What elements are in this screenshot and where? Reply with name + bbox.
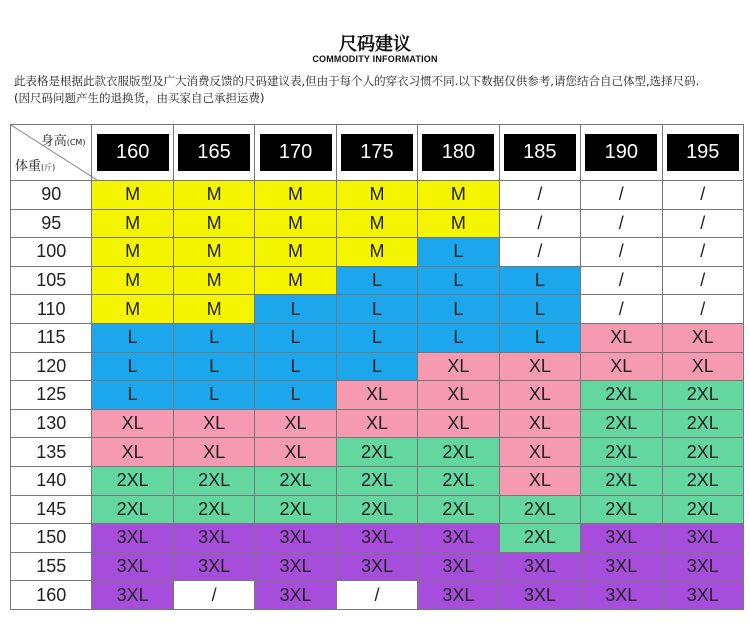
size-cell: /: [581, 266, 662, 295]
size-cell: 3XL: [581, 581, 662, 610]
size-cell: /: [499, 181, 580, 210]
size-cell: M: [336, 238, 417, 267]
size-cell: L: [92, 352, 173, 381]
size-cell: 2XL: [173, 495, 254, 524]
height-value: 165: [178, 134, 250, 171]
size-cell: 3XL: [418, 524, 499, 553]
size-cell: L: [418, 295, 499, 324]
size-cell: L: [92, 323, 173, 352]
corner-cell: [11, 125, 92, 181]
size-cell: 2XL: [336, 466, 417, 495]
table-row: [11, 581, 744, 610]
size-cell: 2XL: [662, 381, 744, 410]
weight-cell: 95: [11, 209, 92, 238]
table-row: [11, 524, 744, 553]
size-cell: L: [255, 381, 336, 410]
size-cell: /: [581, 181, 662, 210]
size-cell: M: [255, 181, 336, 210]
size-cell: 3XL: [662, 524, 744, 553]
height-axis-label: [41, 130, 86, 149]
size-cell: XL: [662, 352, 744, 381]
height-header-cell: [418, 125, 499, 181]
weight-cell: 135: [11, 438, 92, 467]
size-cell: XL: [499, 381, 580, 410]
height-header-cell: [581, 125, 662, 181]
size-cell: 3XL: [336, 552, 417, 581]
size-cell: L: [255, 323, 336, 352]
weight-label: 体重: [15, 159, 42, 174]
height-header-cell: [662, 125, 744, 181]
size-cell: 3XL: [581, 552, 662, 581]
size-cell: L: [173, 323, 254, 352]
size-cell: XL: [418, 352, 499, 381]
size-cell: M: [173, 238, 254, 267]
size-cell: 2XL: [255, 466, 336, 495]
weight-cell: 90: [11, 181, 92, 210]
table-row: [11, 352, 744, 381]
size-cell: /: [499, 209, 580, 238]
weight-cell: 125: [11, 381, 92, 410]
size-cell: M: [173, 209, 254, 238]
size-cell: 2XL: [418, 438, 499, 467]
height-value: 195: [667, 134, 739, 171]
size-cell: M: [92, 266, 173, 295]
size-cell: /: [581, 209, 662, 238]
size-cell: 2XL: [581, 466, 662, 495]
weight-cell: 160: [11, 581, 92, 610]
size-cell: 2XL: [499, 524, 580, 553]
size-cell: XL: [499, 466, 580, 495]
table-row: [11, 323, 744, 352]
weight-axis-label: [15, 155, 55, 174]
weight-cell: 105: [11, 266, 92, 295]
size-cell: XL: [499, 438, 580, 467]
table-row: [11, 295, 744, 324]
weight-cell: 130: [11, 409, 92, 438]
weight-cell: 150: [11, 524, 92, 553]
weight-cell: 110: [11, 295, 92, 324]
size-cell: /: [662, 238, 744, 267]
size-cell: /: [662, 266, 744, 295]
size-cell: 3XL: [173, 524, 254, 553]
weight-cell: 140: [11, 466, 92, 495]
size-cell: /: [662, 181, 744, 210]
size-cell: L: [499, 266, 580, 295]
size-cell: 2XL: [581, 438, 662, 467]
height-value: 180: [422, 134, 494, 171]
size-cell: 2XL: [418, 495, 499, 524]
size-cell: 2XL: [581, 381, 662, 410]
size-cell: 2XL: [418, 466, 499, 495]
size-cell: L: [336, 266, 417, 295]
table-row: [11, 381, 744, 410]
size-cell: 2XL: [662, 466, 744, 495]
size-cell: 2XL: [662, 438, 744, 467]
size-cell: XL: [336, 409, 417, 438]
size-cell: XL: [581, 352, 662, 381]
size-cell: 3XL: [255, 524, 336, 553]
size-cell: 3XL: [662, 581, 744, 610]
size-cell: XL: [499, 352, 580, 381]
size-cell: 2XL: [92, 495, 173, 524]
height-value: 185: [504, 134, 576, 171]
size-cell: 3XL: [418, 581, 499, 610]
size-cell: 2XL: [581, 409, 662, 438]
size-cell: L: [418, 323, 499, 352]
size-cell: L: [418, 238, 499, 267]
size-cell: 3XL: [499, 552, 580, 581]
table-row: [11, 466, 744, 495]
height-header-cell: [255, 125, 336, 181]
size-cell: 2XL: [499, 495, 580, 524]
size-cell: M: [92, 238, 173, 267]
height-unit: (CM): [66, 138, 86, 147]
weight-cell: 155: [11, 552, 92, 581]
weight-unit: (斤): [41, 163, 56, 172]
size-cell: 3XL: [92, 581, 173, 610]
size-cell: M: [173, 295, 254, 324]
size-cell: 3XL: [255, 581, 336, 610]
size-cell: L: [336, 352, 417, 381]
weight-cell: 100: [11, 238, 92, 267]
size-cell: XL: [92, 409, 173, 438]
table-row: [11, 266, 744, 295]
height-value: 170: [260, 134, 332, 171]
size-cell: M: [92, 295, 173, 324]
size-cell: XL: [255, 409, 336, 438]
size-cell: 3XL: [499, 581, 580, 610]
size-cell: 2XL: [336, 438, 417, 467]
size-chart-table: [10, 124, 744, 610]
size-cell: M: [173, 181, 254, 210]
size-cell: M: [92, 181, 173, 210]
height-value: 190: [585, 134, 657, 171]
size-cell: L: [336, 323, 417, 352]
size-cell: 2XL: [662, 495, 744, 524]
size-cell: M: [418, 181, 499, 210]
size-cell: L: [255, 352, 336, 381]
size-cell: L: [418, 266, 499, 295]
size-cell: L: [92, 381, 173, 410]
size-cell: M: [336, 209, 417, 238]
size-cell: XL: [173, 438, 254, 467]
size-cell: 2XL: [255, 495, 336, 524]
size-cell: XL: [499, 409, 580, 438]
size-cell: M: [173, 266, 254, 295]
height-header-cell: [336, 125, 417, 181]
table-row: [11, 552, 744, 581]
size-cell: XL: [418, 381, 499, 410]
size-cell: 3XL: [92, 524, 173, 553]
size-cell: L: [173, 381, 254, 410]
size-cell: XL: [581, 323, 662, 352]
table-row: [11, 438, 744, 467]
weight-cell: 145: [11, 495, 92, 524]
size-cell: L: [173, 352, 254, 381]
size-cell: M: [255, 238, 336, 267]
size-cell: M: [92, 209, 173, 238]
size-cell: /: [336, 581, 417, 610]
size-cell: 3XL: [662, 552, 744, 581]
size-description: 此表格是根据此款衣服版型及广大消费反馈的尺码建议表,但由于每个人的穿衣习惯不同.以下数据仅供参考,请您结合自己体型,选择尺码.(因尺码问题产生的退换货，由买家自己承担运费): [14, 74, 700, 105]
size-cell: XL: [336, 381, 417, 410]
weight-cell: 120: [11, 352, 92, 381]
size-cell: 3XL: [418, 552, 499, 581]
size-cell: M: [255, 266, 336, 295]
size-cell: /: [662, 295, 744, 324]
height-label: 身高: [40, 134, 67, 149]
page-title: 尺码建议: [339, 34, 411, 55]
height-header-row: [11, 125, 744, 181]
size-cell: /: [662, 209, 744, 238]
size-cell: 3XL: [581, 524, 662, 553]
size-cell: 2XL: [662, 409, 744, 438]
size-cell: 2XL: [336, 495, 417, 524]
size-cell: XL: [92, 438, 173, 467]
table-row: [11, 209, 744, 238]
size-cell: 3XL: [92, 552, 173, 581]
weight-cell: 115: [11, 323, 92, 352]
height-header-cell: [499, 125, 580, 181]
size-cell: 3XL: [336, 524, 417, 553]
table-row: [11, 238, 744, 267]
height-header-cell: [173, 125, 254, 181]
size-cell: 3XL: [173, 552, 254, 581]
size-cell: XL: [418, 409, 499, 438]
size-cell: /: [499, 238, 580, 267]
size-cell: 3XL: [255, 552, 336, 581]
table-row: [11, 181, 744, 210]
size-cell: 2XL: [581, 495, 662, 524]
size-cell: 2XL: [173, 466, 254, 495]
size-cell: /: [581, 295, 662, 324]
height-value: 175: [341, 134, 413, 171]
size-cell: M: [255, 209, 336, 238]
table-row: [11, 495, 744, 524]
height-value: 160: [97, 134, 169, 171]
height-header-cell: [92, 125, 173, 181]
size-cell: L: [499, 295, 580, 324]
size-cell: 2XL: [92, 466, 173, 495]
size-cell: XL: [255, 438, 336, 467]
size-cell: L: [499, 323, 580, 352]
page-subtitle: COMMODITY INFORMATION: [312, 54, 438, 64]
size-cell: /: [173, 581, 254, 610]
size-cell: L: [255, 295, 336, 324]
size-cell: M: [336, 181, 417, 210]
size-cell: M: [418, 209, 499, 238]
size-cell: L: [336, 295, 417, 324]
table-row: [11, 409, 744, 438]
size-cell: XL: [662, 323, 744, 352]
size-cell: /: [581, 238, 662, 267]
size-cell: XL: [173, 409, 254, 438]
